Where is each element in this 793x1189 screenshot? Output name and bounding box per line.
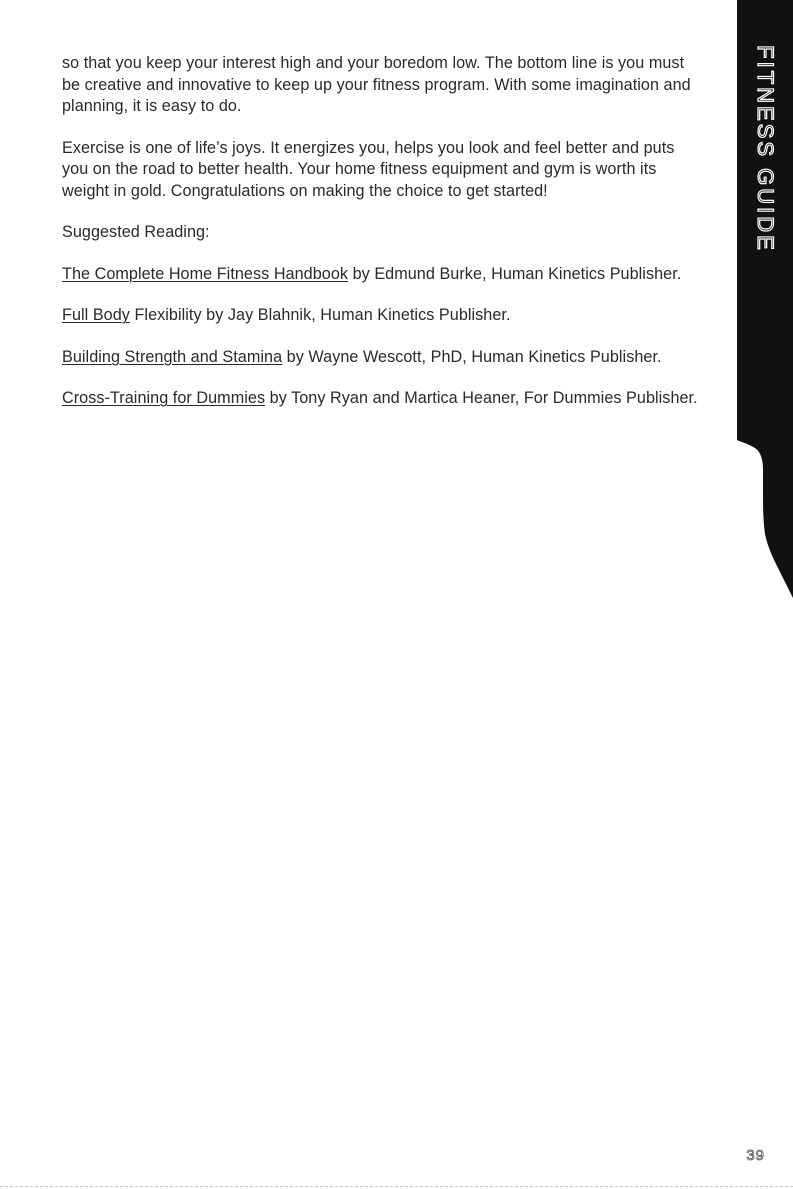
book-details: by Tony Ryan and Martica Heaner, For Dummies Publisher. [265, 389, 698, 407]
book-details: by Wayne Wescott, PhD, Human Kinetics Publisher. [282, 347, 662, 366]
reading-item [62, 305, 702, 327]
book-title: Full Body [62, 306, 130, 324]
paragraph-intro: so that you keep your interest high and your boredom low. The bottom line is you must be creative and innovative to keep up your fitness program. With some imagination and planning, it is easy to do. [62, 54, 691, 115]
section-side-tab [733, 0, 793, 600]
reading-item [62, 347, 702, 369]
bottom-divider [0, 1186, 793, 1187]
side-tab-label [737, 45, 793, 253]
reading-item [62, 264, 702, 286]
suggested-reading-heading: Suggested Reading: [62, 223, 210, 241]
book-details: by Edmund Burke, Human Kinetics Publisher. [348, 264, 682, 283]
reading-item [62, 388, 702, 410]
page-number: 39 [746, 1147, 765, 1164]
book-details: Flexibility by Jay Blahnik, Human Kinetics Publisher. [129, 306, 511, 324]
book-title: Building Strength and Stamina [62, 347, 283, 366]
side-tab-text: FITNESS GUIDE [753, 45, 778, 253]
paragraph-exercise: Exercise is one of life’s joys. It energizes you, helps you look and feel better and puts you on the road to better health. Your home fitness equipment and gym is worth its weight in gold. Congratulations on making the choice to get started! [62, 138, 675, 200]
page-body [62, 53, 702, 430]
book-title: The Complete Home Fitness Handbook [62, 264, 349, 283]
book-title: Cross-Training for Dummies [62, 389, 266, 407]
